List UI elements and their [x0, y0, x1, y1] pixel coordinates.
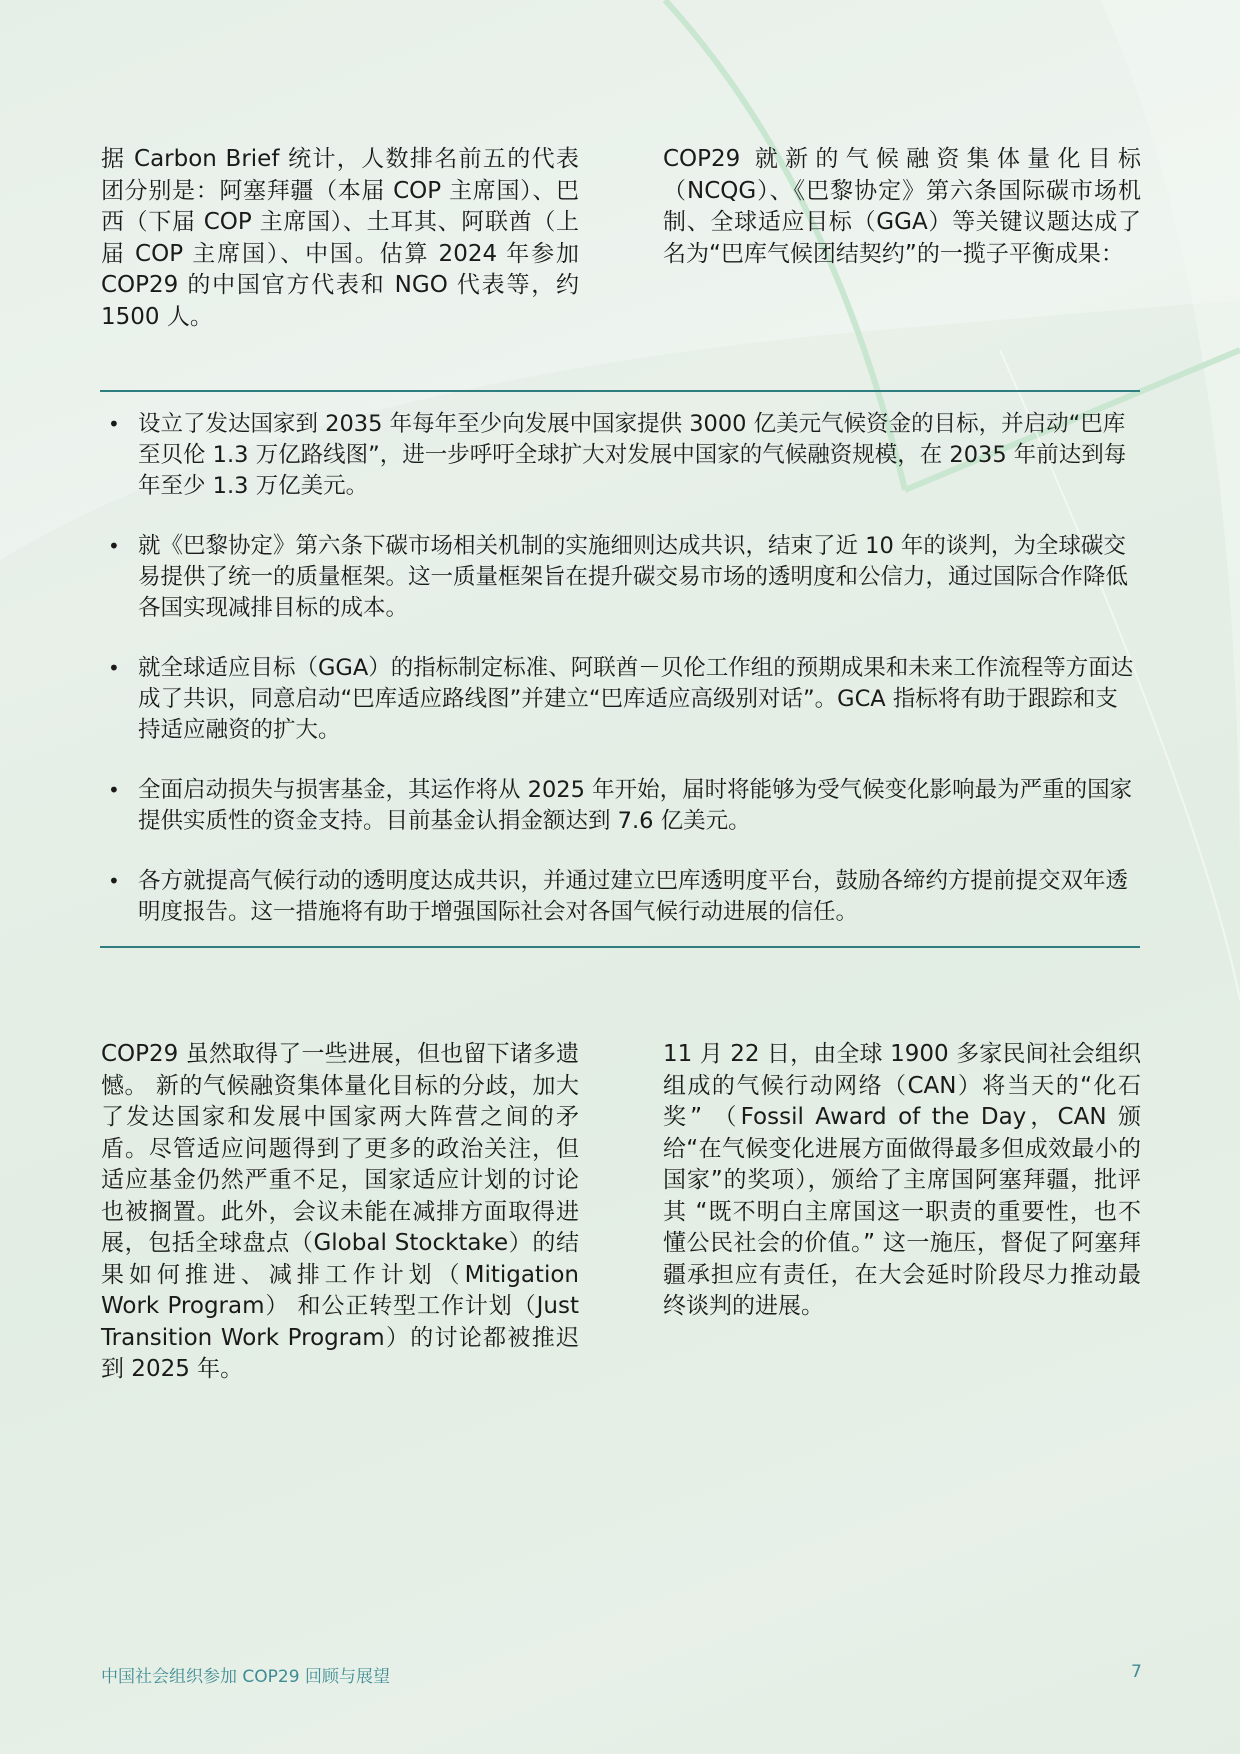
list-item — [100, 866, 1140, 928]
section-divider-top — [100, 390, 1140, 392]
reflection-right-paragraph: 11 月 22 日，由全球 1900 多家民间社会组织组成的气候行动网络（CAN）将当天的“化石奖” （Fossil Award of the Day，CAN 颁给“在气候变化进展方面做得最多但成效最小的国家”的奖项），颁给了主席国阿塞拜疆，批评其 “既不明白主席国这一职责的重要性，也不懂公民社会的价值。” 这一施压，督促了阿塞拜疆承担应有责任，在大会延时阶段尽力推动最终谈判的进展。 — [663, 1041, 1141, 1319]
section-divider-bottom — [100, 946, 1140, 948]
list-item — [100, 531, 1140, 624]
list-item-text: 就《巴黎协定》第六条下碳市场相关机制的实施细则达成共识，结束了近 10 年的谈判，为全球碳交易提供了统一的质量框架。这一质量框架旨在提升碳交易市场的透明度和公信力，通过国际合作降低各国实现减排目标的成本。 — [138, 533, 1129, 621]
list-item-text: 就全球适应目标（GGA）的指标制定标准、阿联酋－贝伦工作组的预期成果和未来工作流程等方面达成了共识，同意启动“巴库适应路线图”并建立“巴库适应高级别对话”。GCA 指标将有助于跟踪和支持适应融资的扩大。 — [138, 655, 1134, 743]
bullet-icon: • — [108, 656, 120, 680]
footer-document-title: 中国社会组织参加 COP29 回顾与展望 — [101, 1667, 390, 1687]
list-item-text: 各方就提高气候行动的透明度达成共识，并通过建立巴库透明度平台，鼓励各缔约方提前提交双年透明度报告。这一措施将有助于增强国际社会对各国气候行动进展的信任。 — [138, 868, 1129, 925]
bullet-icon: • — [108, 412, 120, 436]
intro-right-paragraph: COP29 就新的气候融资集体量化目标（NCQG）、《巴黎协定》第六条国际碳市场机制、全球适应目标（GGA）等关键议题达成了名为“巴库气候团结契约”的一揽子平衡成果： — [663, 146, 1141, 267]
page-number: 7 — [1131, 1662, 1142, 1682]
list-item — [100, 775, 1140, 837]
list-item-text: 全面启动损失与损害基金，其运作将从 2025 年开始，届时将能够为受气候变化影响最为严重的国家提供实质性的资金支持。目前基金认捐金额达到 7.6 亿美元。 — [138, 777, 1133, 834]
outcomes-list — [100, 409, 1140, 928]
list-item — [100, 653, 1140, 746]
list-item — [100, 409, 1140, 502]
intro-left-paragraph: 据 Carbon Brief 统计，人数排名前五的代表团分别是：阿塞拜疆（本届 COP 主席国）、巴西（下届 COP 主席国）、土耳其、阿联酋（上届 COP 主席国）、中国。估算 2024 年参加 COP29 的中国官方代表和 NGO 代表等，约 1500 人。 — [101, 146, 579, 330]
bullet-icon: • — [108, 778, 120, 802]
list-item-text: 设立了发达国家到 2035 年每年至少向发展中国家提供 3000 亿美元气候资金的目标，并启动“巴库至贝伦 1.3 万亿路线图”，进一步呼吁全球扩大对发展中国家的气候融资规模，在 2035 年前达到每年至少 1.3 万亿美元。 — [138, 411, 1127, 499]
reflection-left-paragraph: COP29 虽然取得了一些进展，但也留下诸多遗憾。 新的气候融资集体量化目标的分歧，加大了发达国家和发展中国家两大阵营之间的矛盾。尽管适应问题得到了更多的政治关注，但适应基金仍然严重不足，国家适应计划的讨论也被搁置。此外，会议未能在减排方面取得进展，包括全球盘点（Global Stocktake）的结果如何推进、减排工作计划（Mitigation Work Program） 和公正转型工作计划（Just Transition Work Program）的讨论都被推迟到 2025 年。 — [101, 1041, 579, 1382]
bullet-icon: • — [108, 534, 120, 558]
bullet-icon: • — [108, 869, 120, 893]
